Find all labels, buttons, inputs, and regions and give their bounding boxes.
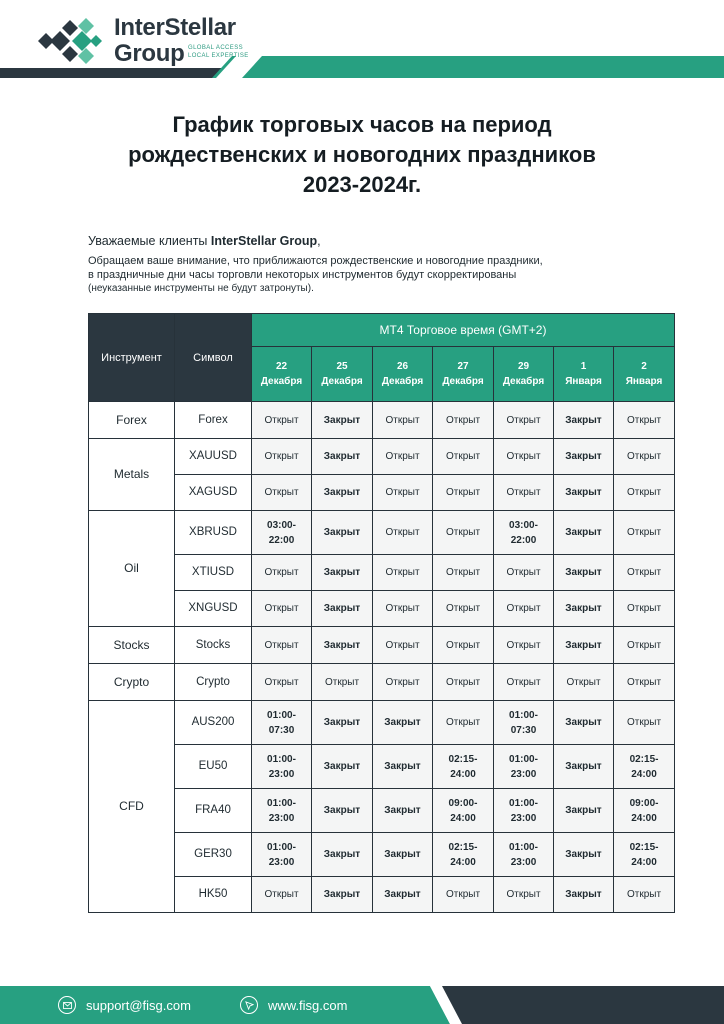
symbol-cell: AUS200: [175, 701, 252, 745]
category-cell: Forex: [89, 402, 175, 439]
status-cell: Открыт: [614, 701, 675, 745]
header-date-day: 29: [517, 361, 530, 372]
header-date-day: 25: [336, 361, 348, 372]
status-cell: Открыт: [614, 511, 675, 555]
time-start: 01:00-: [509, 709, 538, 721]
header-date-day: 1: [580, 361, 587, 372]
status-cell: Открыт: [252, 664, 312, 701]
status-cell: Закрыт: [373, 701, 433, 745]
title-line2: рождественских и новогодних праздников: [128, 142, 596, 167]
status-cell: Открыт: [494, 475, 554, 511]
table-row: [89, 402, 675, 439]
status-cell: Закрыт: [312, 591, 373, 627]
status-cell: Закрыт: [554, 877, 614, 913]
header-date-day: 26: [396, 361, 409, 372]
time-start: 01:00-: [267, 753, 296, 765]
intro-text: [88, 234, 678, 296]
status-cell: Открыт: [252, 475, 312, 511]
status-cell: Открыт: [614, 664, 675, 701]
table-row: [89, 511, 675, 555]
time-start: 09:00-: [629, 797, 659, 809]
title-line1: График торговых часов на период: [172, 112, 552, 137]
status-cell: Закрыт: [312, 701, 373, 745]
page-title: [62, 110, 662, 200]
time-end: 24:00: [450, 856, 476, 868]
status-cell: [252, 701, 312, 745]
table-row: [89, 555, 675, 591]
status-cell: Открыт: [433, 439, 494, 475]
table-row: [89, 833, 675, 877]
status-cell: Открыт: [252, 591, 312, 627]
symbol-cell: XNGUSD: [175, 591, 252, 627]
status-cell: Открыт: [252, 402, 312, 439]
status-cell: Открыт: [614, 555, 675, 591]
greeting-suffix: ,: [317, 234, 321, 248]
footer-email-text[interactable]: support@fisg.com: [86, 997, 191, 1013]
trading-hours-table: [88, 313, 675, 913]
status-cell: Открыт: [373, 555, 433, 591]
status-cell: Закрыт: [312, 475, 373, 511]
status-cell: [494, 701, 554, 745]
header-date: [554, 347, 614, 402]
time-start: 01:00-: [267, 797, 296, 809]
time-end: 22:00: [268, 534, 295, 546]
status-cell: [494, 745, 554, 789]
time-end: 23:00: [268, 812, 295, 824]
time-end: 23:00: [510, 768, 537, 780]
header-date-month: Декабря: [381, 376, 424, 387]
status-cell: Открыт: [494, 402, 554, 439]
status-cell: Открыт: [614, 475, 675, 511]
category-cell: Oil: [89, 511, 175, 627]
header-date-month: Января: [625, 376, 663, 387]
intro-line2: в праздничные дни часы торговли некоторых инструментов будут скорректированы: [88, 269, 517, 281]
status-cell: Открыт: [433, 402, 494, 439]
status-cell: Закрыт: [312, 402, 373, 439]
page-footer: [0, 986, 724, 1024]
header-symbol: Символ: [175, 314, 252, 402]
header-date: [494, 347, 554, 402]
time-start: 01:00-: [509, 797, 538, 809]
table-row: [89, 701, 675, 745]
status-cell: Открыт: [494, 877, 554, 913]
time-start: 01:00-: [267, 841, 296, 853]
greeting-brand: InterStellar Group: [210, 234, 318, 248]
time-start: 02:15-: [629, 753, 659, 765]
status-cell: Открыт: [252, 877, 312, 913]
status-cell: Открыт: [252, 555, 312, 591]
status-cell: Открыт: [494, 664, 554, 701]
status-cell: [614, 789, 675, 833]
table-body: [89, 402, 675, 913]
status-cell: [252, 789, 312, 833]
status-cell: Закрыт: [312, 439, 373, 475]
status-cell: [494, 789, 554, 833]
status-cell: Закрыт: [373, 745, 433, 789]
status-cell: Открыт: [252, 627, 312, 664]
status-cell: Открыт: [494, 439, 554, 475]
header-date-month: Декабря: [321, 376, 363, 387]
status-cell: Закрыт: [554, 591, 614, 627]
status-cell: Закрыт: [312, 789, 373, 833]
category-cell: Stocks: [89, 627, 175, 664]
status-cell: Закрыт: [312, 511, 373, 555]
greeting-prefix: Уважаемые клиенты: [88, 234, 211, 248]
status-cell: Открыт: [373, 591, 433, 627]
status-cell: Открыт: [373, 511, 433, 555]
time-end: 07:30: [510, 724, 537, 736]
status-cell: Открыт: [614, 402, 675, 439]
header-date: [312, 347, 373, 402]
table-row: [89, 439, 675, 475]
status-cell: Закрыт: [312, 627, 373, 664]
status-cell: Закрыт: [554, 833, 614, 877]
table-header-row: [89, 314, 675, 347]
time-start: 03:00-: [509, 519, 538, 531]
symbol-cell: HK50: [175, 877, 252, 913]
symbol-cell: XAUUSD: [175, 439, 252, 475]
status-cell: Закрыт: [373, 877, 433, 913]
table-row: [89, 591, 675, 627]
title-line3: 2023-2024г.: [302, 172, 422, 197]
status-cell: Закрыт: [554, 789, 614, 833]
header-instrument: Инструмент: [89, 314, 175, 402]
status-cell: Открыт: [554, 664, 614, 701]
table-row: [89, 745, 675, 789]
table-row: [89, 877, 675, 913]
status-cell: [614, 833, 675, 877]
category-cell: CFD: [89, 701, 175, 913]
table-row: [89, 664, 675, 701]
status-cell: [433, 745, 494, 789]
status-cell: Открыт: [433, 511, 494, 555]
status-cell: Открыт: [494, 591, 554, 627]
symbol-cell: FRA40: [175, 789, 252, 833]
greeting: [88, 234, 678, 248]
time-start: 01:00-: [267, 709, 296, 721]
table-row: [89, 789, 675, 833]
status-cell: Закрыт: [554, 511, 614, 555]
time-start: 09:00-: [448, 797, 478, 809]
status-cell: Открыт: [494, 627, 554, 664]
header-date-month: Декабря: [260, 376, 303, 387]
status-cell: Открыт: [614, 877, 675, 913]
status-cell: Открыт: [433, 627, 494, 664]
time-start: 02:15-: [448, 841, 478, 853]
status-cell: Закрыт: [312, 877, 373, 913]
time-end: 23:00: [510, 812, 537, 824]
symbol-cell: EU50: [175, 745, 252, 789]
category-cell: Crypto: [89, 664, 175, 701]
time-start: 01:00-: [509, 841, 538, 853]
symbol-cell: GER30: [175, 833, 252, 877]
time-start: 01:00-: [509, 753, 538, 765]
symbol-cell: Crypto: [175, 664, 252, 701]
time-end: 23:00: [268, 856, 295, 868]
time-end: 24:00: [450, 768, 476, 780]
status-cell: Открыт: [252, 439, 312, 475]
cursor-icon: [240, 996, 258, 1014]
status-cell: Закрыт: [312, 833, 373, 877]
symbol-cell: XBRUSD: [175, 511, 252, 555]
status-cell: Закрыт: [554, 475, 614, 511]
status-cell: Закрыт: [554, 627, 614, 664]
status-cell: Открыт: [373, 402, 433, 439]
brand-logo[interactable]: [36, 14, 296, 70]
page-header: [0, 0, 724, 90]
header-date: [433, 347, 494, 402]
status-cell: Закрыт: [312, 555, 373, 591]
table-row: [89, 627, 675, 664]
time-start: 03:00-: [267, 519, 296, 531]
status-cell: Закрыт: [373, 789, 433, 833]
header-date: [252, 347, 312, 402]
brand-tagline: [188, 44, 249, 60]
status-cell: [614, 745, 675, 789]
status-cell: Открыт: [433, 664, 494, 701]
status-cell: Открыт: [433, 555, 494, 591]
logo-mark-icon: [36, 16, 106, 66]
table-row: [89, 475, 675, 511]
header-date-month: Декабря: [502, 376, 545, 387]
symbol-cell: XTIUSD: [175, 555, 252, 591]
time-end: 07:30: [268, 724, 295, 736]
time-end: 22:00: [510, 534, 537, 546]
symbol-cell: Forex: [175, 402, 252, 439]
status-cell: Открыт: [433, 591, 494, 627]
status-cell: Открыт: [373, 439, 433, 475]
symbol-cell: Stocks: [175, 627, 252, 664]
header-date: [614, 347, 675, 402]
time-end: 24:00: [631, 768, 657, 780]
brand-tagline-line2: LOCAL EXPERTISE: [188, 53, 249, 59]
category-cell: Metals: [89, 439, 175, 511]
time-end: 23:00: [268, 768, 295, 780]
brand-name-line2: Group: [114, 40, 185, 67]
brand-name-line1: InterStellar: [114, 14, 236, 41]
status-cell: Открыт: [373, 664, 433, 701]
time-start: 02:15-: [629, 841, 659, 853]
status-cell: [494, 511, 554, 555]
status-cell: Закрыт: [554, 555, 614, 591]
status-cell: Закрыт: [373, 833, 433, 877]
status-cell: [494, 833, 554, 877]
footer-website[interactable]: [240, 996, 347, 1014]
status-cell: Закрыт: [554, 745, 614, 789]
mail-icon: [58, 996, 76, 1014]
header-date-day: 2: [641, 361, 647, 372]
header-date-day: 22: [275, 361, 288, 372]
status-cell: Открыт: [494, 555, 554, 591]
intro-note: (неуказанные инструменты не будут затронуты).: [88, 283, 314, 294]
footer-website-text[interactable]: www.fisg.com: [268, 997, 348, 1013]
status-cell: Открыт: [373, 475, 433, 511]
symbol-cell: XAGUSD: [175, 475, 252, 511]
header-date-month: Января: [565, 376, 602, 387]
status-cell: [433, 789, 494, 833]
footer-email[interactable]: [58, 996, 191, 1014]
status-cell: Открыт: [312, 664, 373, 701]
status-cell: Открыт: [373, 627, 433, 664]
status-cell: Открыт: [614, 439, 675, 475]
status-cell: Закрыт: [554, 701, 614, 745]
status-cell: Закрыт: [554, 402, 614, 439]
status-cell: Открыт: [614, 591, 675, 627]
brand-tagline-line1: GLOBAL ACCESS: [188, 45, 243, 51]
header-date: [373, 347, 433, 402]
status-cell: [252, 745, 312, 789]
status-cell: [433, 833, 494, 877]
status-cell: Открыт: [433, 701, 494, 745]
status-cell: Открыт: [614, 627, 675, 664]
time-start: 02:15-: [448, 753, 478, 765]
status-cell: Закрыт: [554, 439, 614, 475]
status-cell: Закрыт: [312, 745, 373, 789]
header-date-month: Декабря: [442, 376, 484, 387]
status-cell: Открыт: [433, 475, 494, 511]
status-cell: Открыт: [433, 877, 494, 913]
status-cell: [252, 511, 312, 555]
time-end: 24:00: [631, 812, 657, 824]
intro-line1: Обращаем ваше внимание, что приближаются рождественские и новогодние праздники,: [88, 255, 543, 267]
time-end: 23:00: [510, 856, 537, 868]
time-end: 24:00: [450, 812, 476, 824]
header-trading-time: MT4 Торговое время (GMT+2): [252, 314, 675, 347]
header-date-day: 27: [457, 361, 469, 372]
status-cell: [252, 833, 312, 877]
time-end: 24:00: [631, 856, 657, 868]
